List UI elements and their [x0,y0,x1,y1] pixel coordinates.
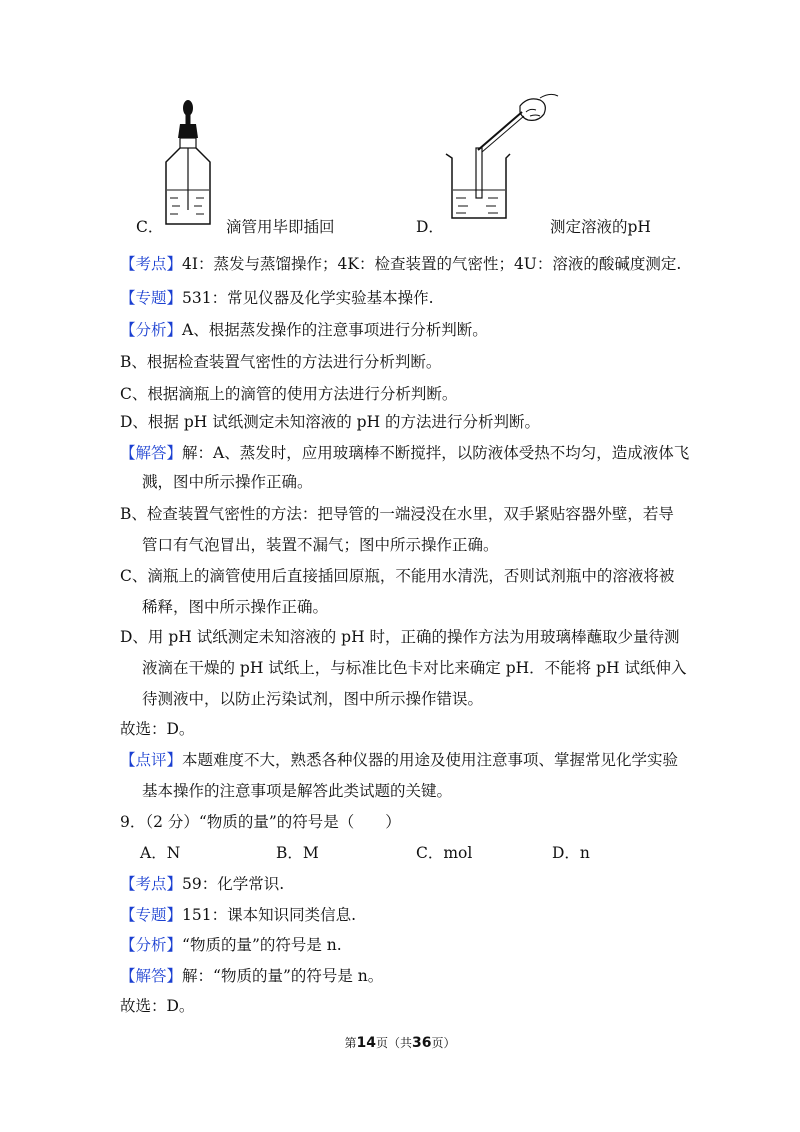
zhuanti-text: 531：常见仪器及化学实验基本操作. [182,289,434,307]
jieda-c1: C、滴瓶上的滴管使用后直接插回原瓶，不能用水清洗，否则试剂瓶中的溶液将被 [120,567,675,585]
footer-mid: 页（共 [375,1036,412,1050]
dianping-2: 基本操作的注意事项是解答此类试题的关键。 [142,782,453,800]
jieda-a1: 解：A、蒸发时，应用玻璃棒不断搅拌，以防液体受热不均匀，造成液体飞 [182,444,690,462]
q9-jieda-tag: 【解答】 [120,967,183,985]
q9-zhuanti-tag: 【专题】 [120,906,183,924]
jieda-a2: 溅，图中所示操作正确。 [142,473,313,491]
q8-fenxi [120,320,488,340]
figure-d-label: D． [416,218,444,236]
q9-option-a: A．N [140,844,181,862]
q9-kaodian-text: 59：化学常识. [182,875,285,893]
jieda-tag: 【解答】 [120,444,183,462]
q9-fenxi-tag: 【分析】 [120,936,183,954]
jieda-d2: 液滴在干燥的 pH 试纸上，与标准比色卡对比来确定 pH．不能将 pH 试纸伸入 [142,659,687,677]
fenxi-c: C、根据滴瓶上的滴管的使用方法进行分析判断。 [120,385,458,403]
beaker-ph-paper-figure [440,92,560,226]
footer-page-number: 14 [356,1035,376,1051]
page-footer [0,1034,800,1051]
fenxi-b: B、根据检查装置气密性的方法进行分析判断。 [120,353,442,371]
zhuanti-tag: 【专题】 [120,289,183,307]
jieda-c2: 稀释，图中所示操作正确。 [142,598,329,616]
q9-kaodian [120,874,284,894]
q9-jieda-text: 解：“物质的量”的符号是 n。 [182,967,384,985]
q9-option-d: D．n [552,844,590,862]
q9-option-b: B．M [276,844,319,862]
q9-stem: 9．（2 分）“物质的量”的符号是（ ） [120,813,401,831]
q8-kaodian [120,254,681,274]
figure-c-label: C． [136,218,164,236]
jieda-b2: 管口有气泡冒出，装置不漏气；图中所示操作正确。 [142,536,499,554]
q9-option-c: C．mol [416,844,473,862]
dianping-1: 本题难度不大，熟悉各种仪器的用途及使用注意事项、掌握常见化学实验 [182,751,679,769]
fenxi-a: A、根据蒸发操作的注意事项进行分析判断。 [182,321,488,339]
jieda-d3: 待测液中，以防止污染试剂，图中所示操作错误。 [142,690,484,708]
q9-jieda [120,966,383,986]
figure-d-caption: 测定溶液的pH [550,218,651,236]
q9-kaodian-tag: 【考点】 [120,875,183,893]
footer-pre: 第 [344,1036,357,1050]
fenxi-d: D、根据 pH 试纸测定未知溶液的 pH 的方法进行分析判断。 [120,413,541,431]
footer-total-pages: 36 [412,1035,432,1051]
q9-zhuanti [120,905,356,925]
q8-dianping [120,750,678,770]
q9-zhuanti-text: 151：课本知识同类信息. [182,906,357,924]
q8-answer: 故选：D。 [120,720,195,738]
figure-c-caption: 滴管用毕即插回 [226,218,335,236]
kaodian-tag: 【考点】 [120,255,183,273]
jieda-d1: D、用 pH 试纸测定未知溶液的 pH 时，正确的操作方法为用玻璃棒蘸取少量待测 [120,628,680,646]
q8-jieda [120,443,689,463]
q9-fenxi [120,935,342,955]
q8-zhuanti [120,288,434,308]
fenxi-tag: 【分析】 [120,321,183,339]
q9-fenxi-text: “物质的量”的符号是 n. [182,936,342,954]
dianping-tag: 【点评】 [120,751,183,769]
jieda-b1: B、检查装置气密性的方法：把导管的一端浸没在水里，双手紧贴容器外壁，若导 [120,505,674,523]
footer-post: 页） [431,1036,456,1050]
kaodian-text: 4I：蒸发与蒸馏操作；4K：检查装置的气密性；4U：溶液的酸碱度测定. [182,255,682,273]
q9-answer: 故选：D。 [120,997,195,1015]
dropper-bottle-figure [158,98,218,232]
